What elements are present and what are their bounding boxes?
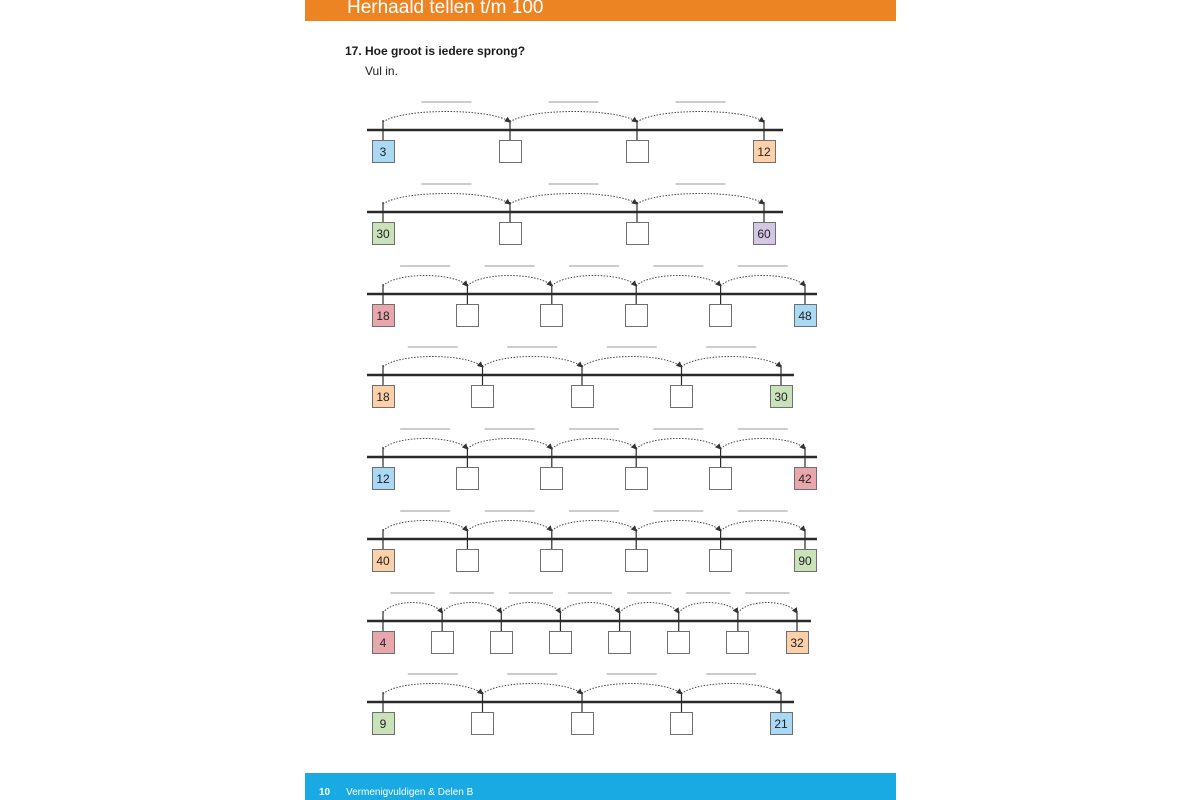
- header-bar: [305, 0, 896, 21]
- page-number: 10: [319, 787, 331, 798]
- answer-box[interactable]: [456, 467, 479, 490]
- jump-arc: [383, 194, 510, 205]
- jump-arc: [483, 357, 583, 368]
- start-number-box: 3: [372, 140, 395, 163]
- number-line-exercise: [305, 182, 896, 262]
- answer-box[interactable]: [471, 385, 494, 408]
- number-line-exercise: [305, 591, 896, 671]
- jump-arc: [552, 521, 636, 532]
- question-number: 17.: [345, 44, 362, 58]
- answer-box[interactable]: [571, 712, 594, 735]
- start-number-box: 12: [372, 467, 395, 490]
- number-line-exercise: [305, 264, 896, 344]
- answer-box[interactable]: [471, 712, 494, 735]
- jump-arc: [682, 684, 782, 695]
- jump-arc: [582, 357, 682, 368]
- number-line-exercise: [305, 100, 896, 180]
- answer-box[interactable]: [625, 304, 648, 327]
- answer-box[interactable]: [490, 631, 513, 654]
- jump-arc: [510, 112, 637, 123]
- answer-box[interactable]: [626, 222, 649, 245]
- jump-arc: [383, 112, 510, 123]
- jump-arc: [721, 439, 805, 450]
- page-title: Herhaald tellen t/m 100: [347, 0, 544, 18]
- answer-box[interactable]: [670, 712, 693, 735]
- jump-arc: [383, 357, 483, 368]
- answer-box[interactable]: [608, 631, 631, 654]
- workbook-page: [305, 0, 896, 800]
- question-instruction: Vul in.: [365, 64, 398, 78]
- jump-arc: [383, 439, 467, 450]
- jump-arc: [721, 521, 805, 532]
- jump-arc: [510, 194, 637, 205]
- jump-arc: [483, 684, 583, 695]
- jump-arc: [467, 439, 551, 450]
- number-line-exercise: [305, 509, 896, 589]
- start-number-box: 9: [372, 712, 395, 735]
- end-number-box: 30: [770, 385, 793, 408]
- jump-arc: [636, 521, 720, 532]
- jump-arc: [467, 521, 551, 532]
- jump-arc: [721, 276, 805, 287]
- answer-box[interactable]: [499, 140, 522, 163]
- end-number-box: 60: [753, 222, 776, 245]
- jump-arc: [467, 276, 551, 287]
- answer-box[interactable]: [626, 140, 649, 163]
- book-title: Vermenigvuldigen & Delen B: [346, 787, 474, 798]
- end-number-box: 21: [770, 712, 793, 735]
- jump-arc: [552, 276, 636, 287]
- start-number-box: 18: [372, 304, 395, 327]
- end-number-box: 90: [794, 549, 817, 572]
- jump-arc: [552, 439, 636, 450]
- number-line-exercise: [305, 672, 896, 752]
- jump-arc: [637, 112, 764, 123]
- end-number-box: 12: [753, 140, 776, 163]
- jump-arc: [620, 603, 679, 614]
- question-text: Hoe groot is iedere sprong?: [365, 44, 526, 58]
- jump-arc: [738, 603, 797, 614]
- answer-box[interactable]: [540, 304, 563, 327]
- answer-box[interactable]: [709, 549, 732, 572]
- answer-box[interactable]: [625, 549, 648, 572]
- start-number-box: 30: [372, 222, 395, 245]
- number-line-exercise: [305, 427, 896, 507]
- jump-arc: [636, 439, 720, 450]
- answer-box[interactable]: [549, 631, 572, 654]
- jump-arc: [679, 603, 738, 614]
- answer-box[interactable]: [456, 549, 479, 572]
- answer-box[interactable]: [726, 631, 749, 654]
- start-number-box: 40: [372, 549, 395, 572]
- answer-box[interactable]: [571, 385, 594, 408]
- jump-arc: [383, 603, 442, 614]
- start-number-box: 4: [372, 631, 395, 654]
- end-number-box: 48: [794, 304, 817, 327]
- jump-arc: [442, 603, 501, 614]
- jump-arc: [636, 276, 720, 287]
- jump-arc: [501, 603, 560, 614]
- jump-arc: [383, 276, 467, 287]
- number-line-exercise: [305, 345, 896, 425]
- answer-box[interactable]: [670, 385, 693, 408]
- answer-box[interactable]: [456, 304, 479, 327]
- jump-arc: [682, 357, 782, 368]
- answer-box[interactable]: [709, 304, 732, 327]
- answer-box[interactable]: [709, 467, 732, 490]
- footer-bar: [305, 773, 896, 800]
- jump-arc: [560, 603, 619, 614]
- start-number-box: 18: [372, 385, 395, 408]
- answer-box[interactable]: [431, 631, 454, 654]
- answer-box[interactable]: [499, 222, 522, 245]
- end-number-box: 42: [794, 467, 817, 490]
- jump-arc: [637, 194, 764, 205]
- jump-arc: [383, 684, 483, 695]
- answer-box[interactable]: [540, 467, 563, 490]
- jump-arc: [383, 521, 467, 532]
- answer-box[interactable]: [540, 549, 563, 572]
- end-number-box: 32: [786, 631, 809, 654]
- answer-box[interactable]: [667, 631, 690, 654]
- jump-arc: [582, 684, 682, 695]
- answer-box[interactable]: [625, 467, 648, 490]
